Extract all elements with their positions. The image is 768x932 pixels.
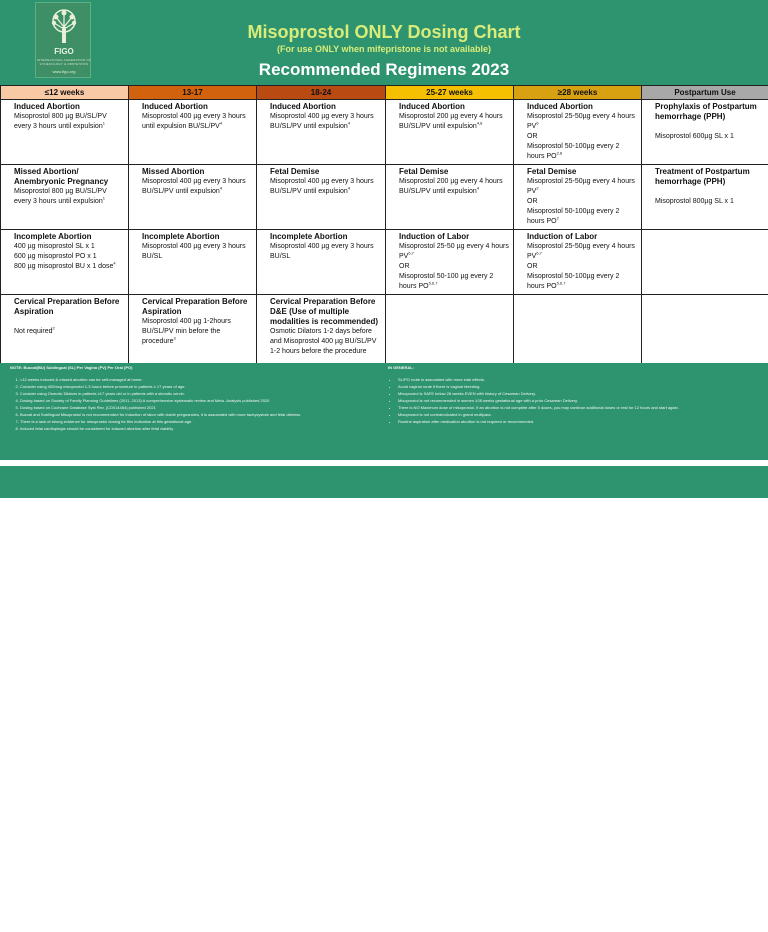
regimen-line bbox=[655, 132, 765, 142]
condition-title: Incomplete Abortion bbox=[14, 232, 92, 241]
table-cell bbox=[1, 295, 129, 370]
regimen-text: Misoprostol 600µg SL x 1 bbox=[655, 133, 734, 140]
regimen-text: Misoprostol 400 µg every 3 hours BU/SL bbox=[270, 243, 374, 260]
table-cell bbox=[642, 230, 768, 295]
regimen-line bbox=[270, 112, 382, 132]
header-banner bbox=[0, 0, 768, 85]
footnote-ref: 4 bbox=[476, 185, 480, 191]
table-cell bbox=[257, 165, 386, 230]
general-item: • Avoid vaginal route if there is vaginal bleeding. bbox=[398, 383, 718, 390]
table-cell bbox=[257, 295, 386, 370]
notes-footnotes bbox=[10, 364, 382, 432]
regimen-line bbox=[655, 122, 765, 132]
regimen-text: OR bbox=[399, 263, 410, 270]
general-item: • There is NO Maximum dose of misoprostol. If an abortion is not complete after 5 doses, you may continue additional doses or rest for 12 hours and start again. bbox=[398, 404, 718, 411]
footnote-item: 6. Buccal and Sublingual Misoprostol is not recommended for Induction of labor with viable pregnancies, it is associated with more tachysystole and fetal distress. bbox=[20, 411, 382, 418]
footnote-ref: 6,7 bbox=[536, 250, 542, 256]
footnote-ref: 5,6,7 bbox=[556, 280, 566, 286]
notes-label: NOTE: Buccal(BU) Sublingual (SL) Per Vagina (PV) Per Oral (PO) bbox=[10, 365, 133, 370]
col-header-18-24: 18-24 bbox=[257, 86, 386, 100]
table-cell bbox=[642, 100, 768, 165]
regimen-text: Misoprostol 25-50 µg every 4 hours PV bbox=[399, 243, 509, 260]
regimen-text: Misoprostol 200 µg every 4 hours BU/SL/PV until expulsion bbox=[399, 113, 503, 130]
regimen-text: Osmotic Dilators 1-2 days before and Misoprostol 400 µg BU/SL/PV 1-2 hours before the procedure bbox=[270, 328, 377, 355]
general-item: • Routine aspiration after medication abortion is not required or recommended. bbox=[398, 418, 718, 425]
table-cell bbox=[129, 230, 257, 295]
condition-title: Prophylaxis of Postpartum hemorrhage (PPH) bbox=[655, 102, 757, 121]
condition-title: Cervical Preparation Before Aspiration bbox=[14, 297, 120, 316]
regimen-line bbox=[399, 177, 510, 197]
general-item: • SL/PO route is associated with more side effects. bbox=[398, 376, 718, 383]
col-header-25-27: 25-27 weeks bbox=[386, 86, 514, 100]
table-row bbox=[1, 295, 768, 370]
footnote-ref: 4 bbox=[219, 185, 223, 191]
regimen-text: Misoprostol 400 µg every 3 hours BU/SL bbox=[142, 243, 246, 260]
regimen-text: Misoprostol 50-100 µg every 2 hours PO bbox=[399, 273, 494, 290]
regimen-text: 800 µg misoprostol BU x 1 dose bbox=[14, 263, 114, 270]
footnote-item: 5. Dosing based on Cochrane Database Syst Rev. (CD014484) published 2021 bbox=[20, 404, 382, 411]
regimen-line bbox=[527, 142, 638, 162]
regimen-line bbox=[399, 262, 510, 272]
regimen-text: Not required bbox=[14, 328, 53, 335]
condition-title: Incomplete Abortion bbox=[142, 232, 220, 241]
regimen-line bbox=[527, 242, 638, 262]
regimen-text: Misoprostol 400 µg every 3 hours BU/SL/PV until expulsion bbox=[270, 178, 374, 195]
table-cell bbox=[386, 230, 514, 295]
table-cell bbox=[129, 100, 257, 165]
condition-title: Missed Abortion/ Anembryonic Pregnancy bbox=[14, 167, 109, 186]
footnote-item: 4. Dosing based on Society of Family Planning Guidelines (2011, 2013) A comprehensive systematic review and Meta -Analysis published 2020 bbox=[20, 397, 382, 404]
col-header-28-weeks: ≥28 weeks bbox=[514, 86, 642, 100]
regimen-line bbox=[14, 317, 125, 327]
footnote-item: 8. Induced fetal cardioplegia should be considered for induced abortion after fetal viability bbox=[20, 425, 382, 432]
footnote-ref: 1 bbox=[102, 120, 105, 126]
regimen-line bbox=[399, 272, 510, 292]
footnote-ref: 4 bbox=[347, 185, 351, 191]
regimen-text: Misoprostol 25-50µg every 4 hours PV bbox=[527, 243, 635, 260]
regimen-text: 600 µg misoprostol PO x 1 bbox=[14, 253, 97, 260]
regimen-line bbox=[655, 187, 765, 197]
condition-title: Fetal Demise bbox=[399, 167, 449, 176]
header-row bbox=[1, 86, 768, 100]
condition-title: Incomplete Abortion bbox=[270, 232, 348, 241]
general-item: • Misoprostol is not recommended in women ≥28 weeks gestational age with a prior Cesarean Delivery. bbox=[398, 397, 718, 404]
regimen-line bbox=[14, 112, 125, 132]
table-row bbox=[1, 230, 768, 295]
table-row bbox=[1, 100, 768, 165]
regimen-line bbox=[14, 252, 125, 262]
general-item: • Misoprostol is SAFE below 28 weeks EVEN with history of Cesarean Delivery. bbox=[398, 390, 718, 397]
col-header-postpartum: Postpartum Use bbox=[642, 86, 768, 100]
regimen-line bbox=[142, 242, 253, 262]
regimen-text: Misoprostol 50-100µg every 2 hours PO bbox=[527, 208, 620, 225]
table-cell bbox=[1, 100, 129, 165]
condition-title: Induced Abortion bbox=[399, 102, 465, 111]
regimen-text: Misoprostol 400 µg every 3 hours until expulsion BU/SL/PV bbox=[142, 113, 246, 130]
condition-title: Induced Abortion bbox=[527, 102, 593, 111]
table-cell bbox=[514, 295, 642, 370]
regimen-text: Misoprostol 200 µg every 4 hours BU/SL/PV until expulsion bbox=[399, 178, 503, 195]
footnote-ref: 6,7 bbox=[408, 250, 414, 256]
page-subtitle: (For use ONLY when mifepristone is not available) bbox=[276, 44, 492, 54]
footnote-item: 1. <12 weeks induced & missed abortion can be self-managed at home. bbox=[20, 376, 382, 383]
footnote-item: 7. There is a lack of strong evidence for misoprostol dosing for this indication at this gestational age. bbox=[20, 418, 382, 425]
footnote-ref: 2,8 bbox=[556, 150, 563, 156]
regimen-text: Misoprostol 25-50µg every 4 hours PV bbox=[527, 178, 635, 195]
general-notes bbox=[388, 364, 718, 425]
footnote-ref: 4 bbox=[113, 260, 116, 266]
regimen-line bbox=[270, 242, 382, 262]
footnote-ref: 5,6,7 bbox=[428, 280, 438, 286]
regimen-line bbox=[527, 177, 638, 197]
logo-url: www.figo.org bbox=[52, 69, 76, 74]
regimen-text: Misoprostol 800µg SL x 1 bbox=[655, 198, 734, 205]
table-cell bbox=[386, 295, 514, 370]
regimen-text: OR bbox=[527, 133, 538, 140]
regimen-text: Misoprostol 50-100µg every 2 hours PO bbox=[527, 143, 620, 160]
footnote-ref: 4,8 bbox=[476, 120, 483, 126]
regimen-text: Misoprostol 50-100µg every 2 hours PO bbox=[527, 273, 620, 290]
footer-band bbox=[0, 466, 768, 498]
regimen-line bbox=[527, 272, 638, 292]
footnote-ref: 2 bbox=[556, 215, 559, 221]
regimen-text: Misoprostol 800 µg BU/SL/PV every 3 hours until expulsion bbox=[14, 113, 107, 130]
regimen-line bbox=[527, 207, 638, 227]
condition-title: Cervical Preparation Before D&E (Use of multiple modalities is recommended) bbox=[270, 297, 379, 326]
table-cell bbox=[257, 100, 386, 165]
col-header-13-17: 13-17 bbox=[129, 86, 257, 100]
footnote-ref: 4 bbox=[347, 120, 351, 126]
regimen-line bbox=[14, 327, 125, 337]
regimen-line bbox=[270, 177, 382, 197]
regimen-line bbox=[142, 317, 253, 347]
regimen-text: OR bbox=[527, 263, 538, 270]
regimen-text: Misoprostol 400 µg every 3 hours BU/SL/PV until expulsion bbox=[142, 178, 246, 195]
footnote-ref: 2 bbox=[52, 325, 55, 331]
logo-subtext: INTERNATIONAL FEDERATION OF GYNECOLOGY & OBSTETRICS bbox=[36, 58, 91, 66]
regimen-line bbox=[142, 112, 253, 132]
regimen-text: Misoprostol 25-50µg every 4 hours PV bbox=[527, 113, 635, 130]
condition-title: Treatment of Postpartum hemorrhage (PPH) bbox=[655, 167, 750, 186]
table-row bbox=[1, 165, 768, 230]
table-cell bbox=[1, 230, 129, 295]
condition-title: Fetal Demise bbox=[270, 167, 320, 176]
logo-text: FIGO bbox=[54, 47, 74, 56]
general-item: • Misoprostol is not contraindicated in grand multipara. bbox=[398, 411, 718, 418]
condition-title: Missed Abortion bbox=[142, 167, 205, 176]
table-cell bbox=[386, 100, 514, 165]
footnote-item: 2. Consider using 400mcg misoprostol 1-3 hours before procedure in patients ≥ 17 years of age. bbox=[20, 383, 382, 390]
regimen-text: OR bbox=[527, 198, 538, 205]
regimen-line bbox=[14, 242, 125, 252]
dosing-table bbox=[0, 85, 768, 370]
table-cell bbox=[1, 165, 129, 230]
regimen-line bbox=[270, 327, 382, 357]
condition-title: Induction of Labor bbox=[527, 232, 598, 241]
general-list bbox=[388, 376, 718, 425]
col-header-12-weeks: ≤12 weeks bbox=[1, 86, 129, 100]
footnote-ref: 4 bbox=[219, 120, 223, 126]
regimen-line bbox=[399, 242, 510, 262]
footnote-list bbox=[10, 376, 382, 432]
table-cell bbox=[257, 230, 386, 295]
regimen-line bbox=[655, 197, 765, 207]
condition-title: Induction of Labor bbox=[399, 232, 470, 241]
footnote-ref: 2 bbox=[536, 185, 539, 191]
regimen-line bbox=[14, 187, 125, 207]
condition-title: Induced Abortion bbox=[142, 102, 208, 111]
table-cell bbox=[386, 165, 514, 230]
regimen-line bbox=[527, 262, 638, 272]
table-cell bbox=[514, 100, 642, 165]
regimen-line bbox=[14, 262, 125, 272]
table-cell bbox=[514, 165, 642, 230]
condition-title: Fetal Demise bbox=[527, 167, 577, 176]
table-cell bbox=[129, 165, 257, 230]
condition-title: Cervical Preparation Before Aspiration bbox=[142, 297, 248, 316]
table-cell bbox=[642, 165, 768, 230]
regimen-line bbox=[527, 132, 638, 142]
condition-title: Induced Abortion bbox=[270, 102, 336, 111]
footnote-item: 3. Consider using Osmotic Dilators in patients ≥17 years old or in patients with a stenotic cervix. bbox=[20, 390, 382, 397]
general-label: IN GENERAL: bbox=[388, 365, 414, 370]
table-cell bbox=[129, 295, 257, 370]
regimen-line bbox=[142, 177, 253, 197]
condition-title: Induced Abortion bbox=[14, 102, 80, 111]
regimen-text: 400 µg misoprostol SL x 1 bbox=[14, 243, 95, 250]
footnote-ref: 3 bbox=[173, 335, 176, 341]
notes-panel bbox=[0, 363, 768, 460]
regimen-text: Misoprostol 400 µg 1-2hours BU/SL/PV min before the procedure bbox=[142, 318, 231, 345]
regimen-line bbox=[527, 112, 638, 132]
regimen-text: Misoprostol 800 µg BU/SL/PV every 3 hours until expulsion bbox=[14, 188, 107, 205]
footnote-ref: 1 bbox=[102, 195, 105, 201]
footnote-ref: 6 bbox=[536, 120, 539, 126]
table-cell bbox=[514, 230, 642, 295]
page-heading: Recommended Regimens 2023 bbox=[258, 60, 510, 79]
regimen-line bbox=[399, 112, 510, 132]
table-cell bbox=[642, 295, 768, 370]
regimen-line bbox=[527, 197, 638, 207]
page-title: Misoprostol ONLY Dosing Chart bbox=[247, 22, 521, 42]
regimen-text: Misoprostol 400 µg every 3 hours BU/SL/PV until expulsion bbox=[270, 113, 374, 130]
